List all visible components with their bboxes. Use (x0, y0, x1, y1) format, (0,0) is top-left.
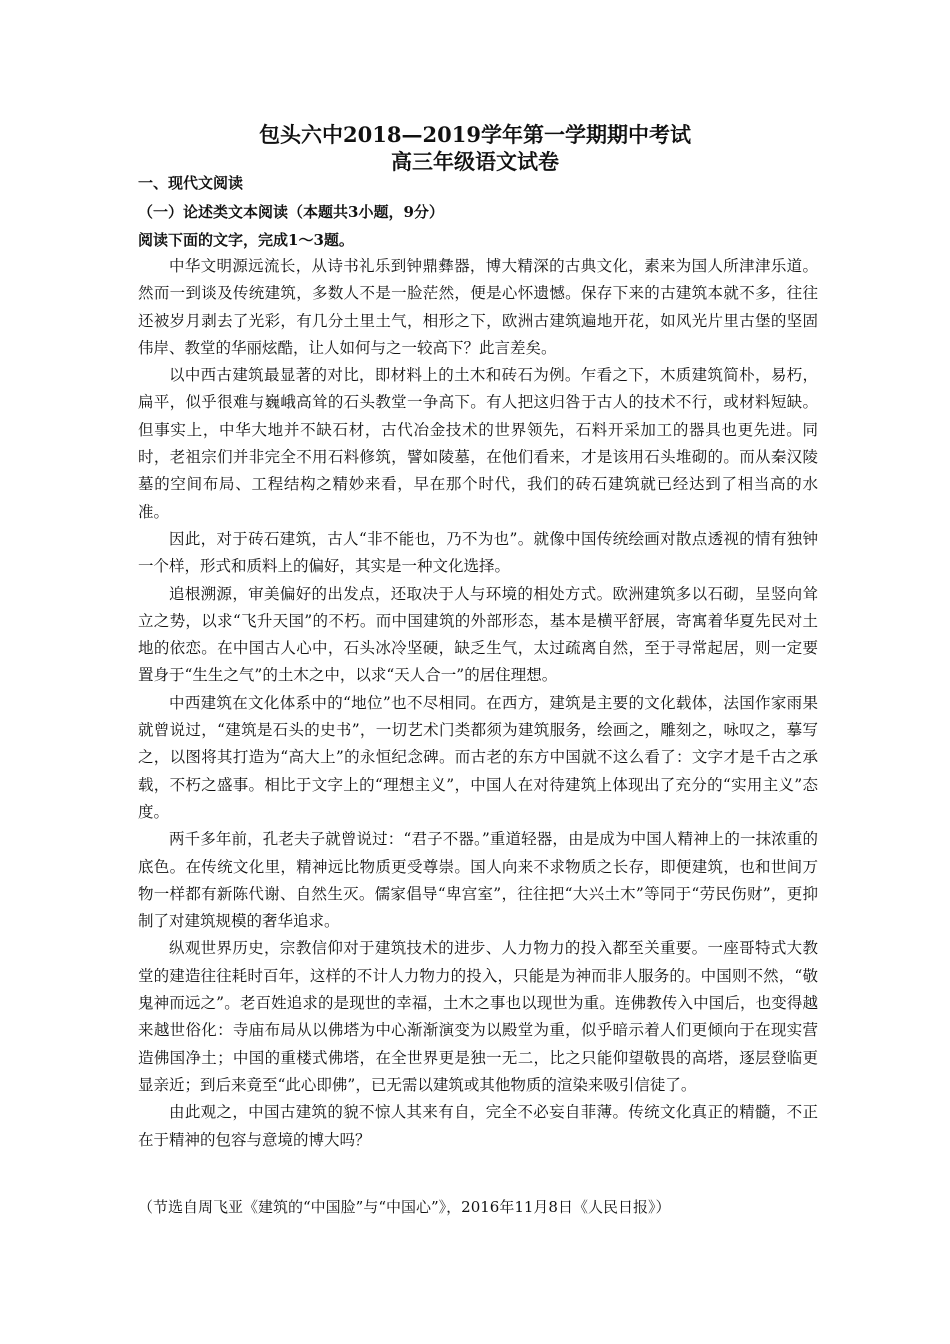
exam-title: 包头六中2018—2019学年第一学期期中考试 (259, 122, 691, 147)
exam-subtitle: 高三年级语文试卷 (391, 149, 559, 174)
passage-paragraph: 两千多年前，孔老夫子就曾说过：“君子不器。”重道轻器，由是成为中国人精神上的一抹浓重的底色。在传统文化里，精神远比物质更受尊崇。国人向来不求物质之长存，即便建筑，也和世间万物一样都有新陈代谢、自然生灭。儒家倡导“卑宫室”，往往把“大兴土木”等同于“劳民伤财”，更抑制了对建筑规模的奢华追求。 (138, 830, 818, 931)
passage-paragraph: 因此，对于砖石建筑，古人“非不能也，乃不为也”。就像中国传统绘画对散点透视的情有独钟一个样，形式和质料上的偏好，其实是一种文化选择。 (138, 529, 818, 576)
passage-paragraph: 追根溯源，审美偏好的出发点，还取决于人与环境的相处方式。欧洲建筑多以石砌，呈竖向耸立之势，以求“飞升天国”的不朽。而中国建筑的外部形态，基本是横平舒展，寄寓着华夏先民对土地的依恋。在中国古人心中，石头冰冷坚硬，缺乏生气，太过疏离自然，至于寻常起居，则一定要置身于“生生之气”的土木之中，以求“天人合一”的居住理想。 (138, 584, 818, 685)
section-heading: 一、现代文阅读 (138, 174, 244, 192)
passage-paragraph: 中华文明源远流长，从诗书礼乐到钟鼎彝器，博大精深的古典文化，素来为国人所津津乐道。然而一到谈及传统建筑，多数人不是一脸茫然，便是心怀遗憾。保存下来的古建筑本就不多，往往还被岁月剥去了光彩，有几分土里土气，相形之下，欧洲古建筑遍地开花，如风光片里古堡的坚固伟岸、教堂的华丽炫酷，让人如何与之一较高下？此言差矣。 (138, 257, 818, 357)
passage-body (138, 253, 818, 1154)
source-citation: （节选自周飞亚《建筑的“中国脸”与“中国心”》，2016年11月8日《人民日报》） (138, 1198, 671, 1216)
reading-instruction: 阅读下面的文字，完成1～3题。 (138, 231, 354, 249)
passage-paragraph: 中西建筑在文化体系中的“地位”也不尽相同。在西方，建筑是主要的文化载体，法国作家雨果就曾说过，“建筑是石头的史书”，一切艺术门类都须为建筑服务，绘画之，雕刻之，咏叹之，摹写之，以图将其打造为“高大上”的永恒纪念碑。而古老的东方中国就不这么看了：文字才是千古之承载，不朽之盛事。相比于文字上的“理想主义”，中国人在对待建筑上体现出了充分的“实用主义”态度。 (138, 693, 818, 821)
subsection-heading: （一）论述类文本阅读（本题共3小题，9分） (138, 203, 444, 221)
passage-paragraph: 纵观世界历史，宗教信仰对于建筑技术的进步、人力物力的投入都至关重要。一座哥特式大教堂的建造往往耗时百年，这样的不计人力物力的投入，只能是为神而非人服务的。中国则不然，“敬鬼神而远之”。老百姓追求的是现世的幸福，土木之事也以现世为重。连佛教传入中国后，也变得越来越世俗化：寺庙布局从以佛塔为中心渐渐演变为以殿堂为重，似乎暗示着人们更倾向于在现实营造佛国净土；中国的重楼式佛塔，在全世界更是独一无二，比之只能仰望敬畏的高塔，逐层登临更显亲近；到后来竟至“此心即佛”，已无需以建筑或其他物质的渲染来吸引信徒了。 (138, 939, 818, 1094)
passage-paragraph: 以中西古建筑最显著的对比，即材料上的土木和砖石为例。乍看之下，木质建筑简朴，易朽，扁平，似乎很难与巍峨高耸的石头教堂一争高下。有人把这归咎于古人的技术不行，或材料短缺。但事实上，中华大地并不缺石材，古代冶金技术的世界领先，石料开采加工的器具也更先进。同时，老祖宗们并非完全不用石料修筑，譬如陵墓，在他们看来，才是该用石头堆砌的。而从秦汉陵墓的空间布局、工程结构之精妙来看，早在那个时代，我们的砖石建筑就已经达到了相当高的水准。 (138, 366, 818, 521)
passage-paragraph: 由此观之，中国古建筑的貌不惊人其来有自，完全不必妄自菲薄。传统文化真正的精髓，不正在于精神的包容与意境的博大吗？ (138, 1103, 818, 1149)
